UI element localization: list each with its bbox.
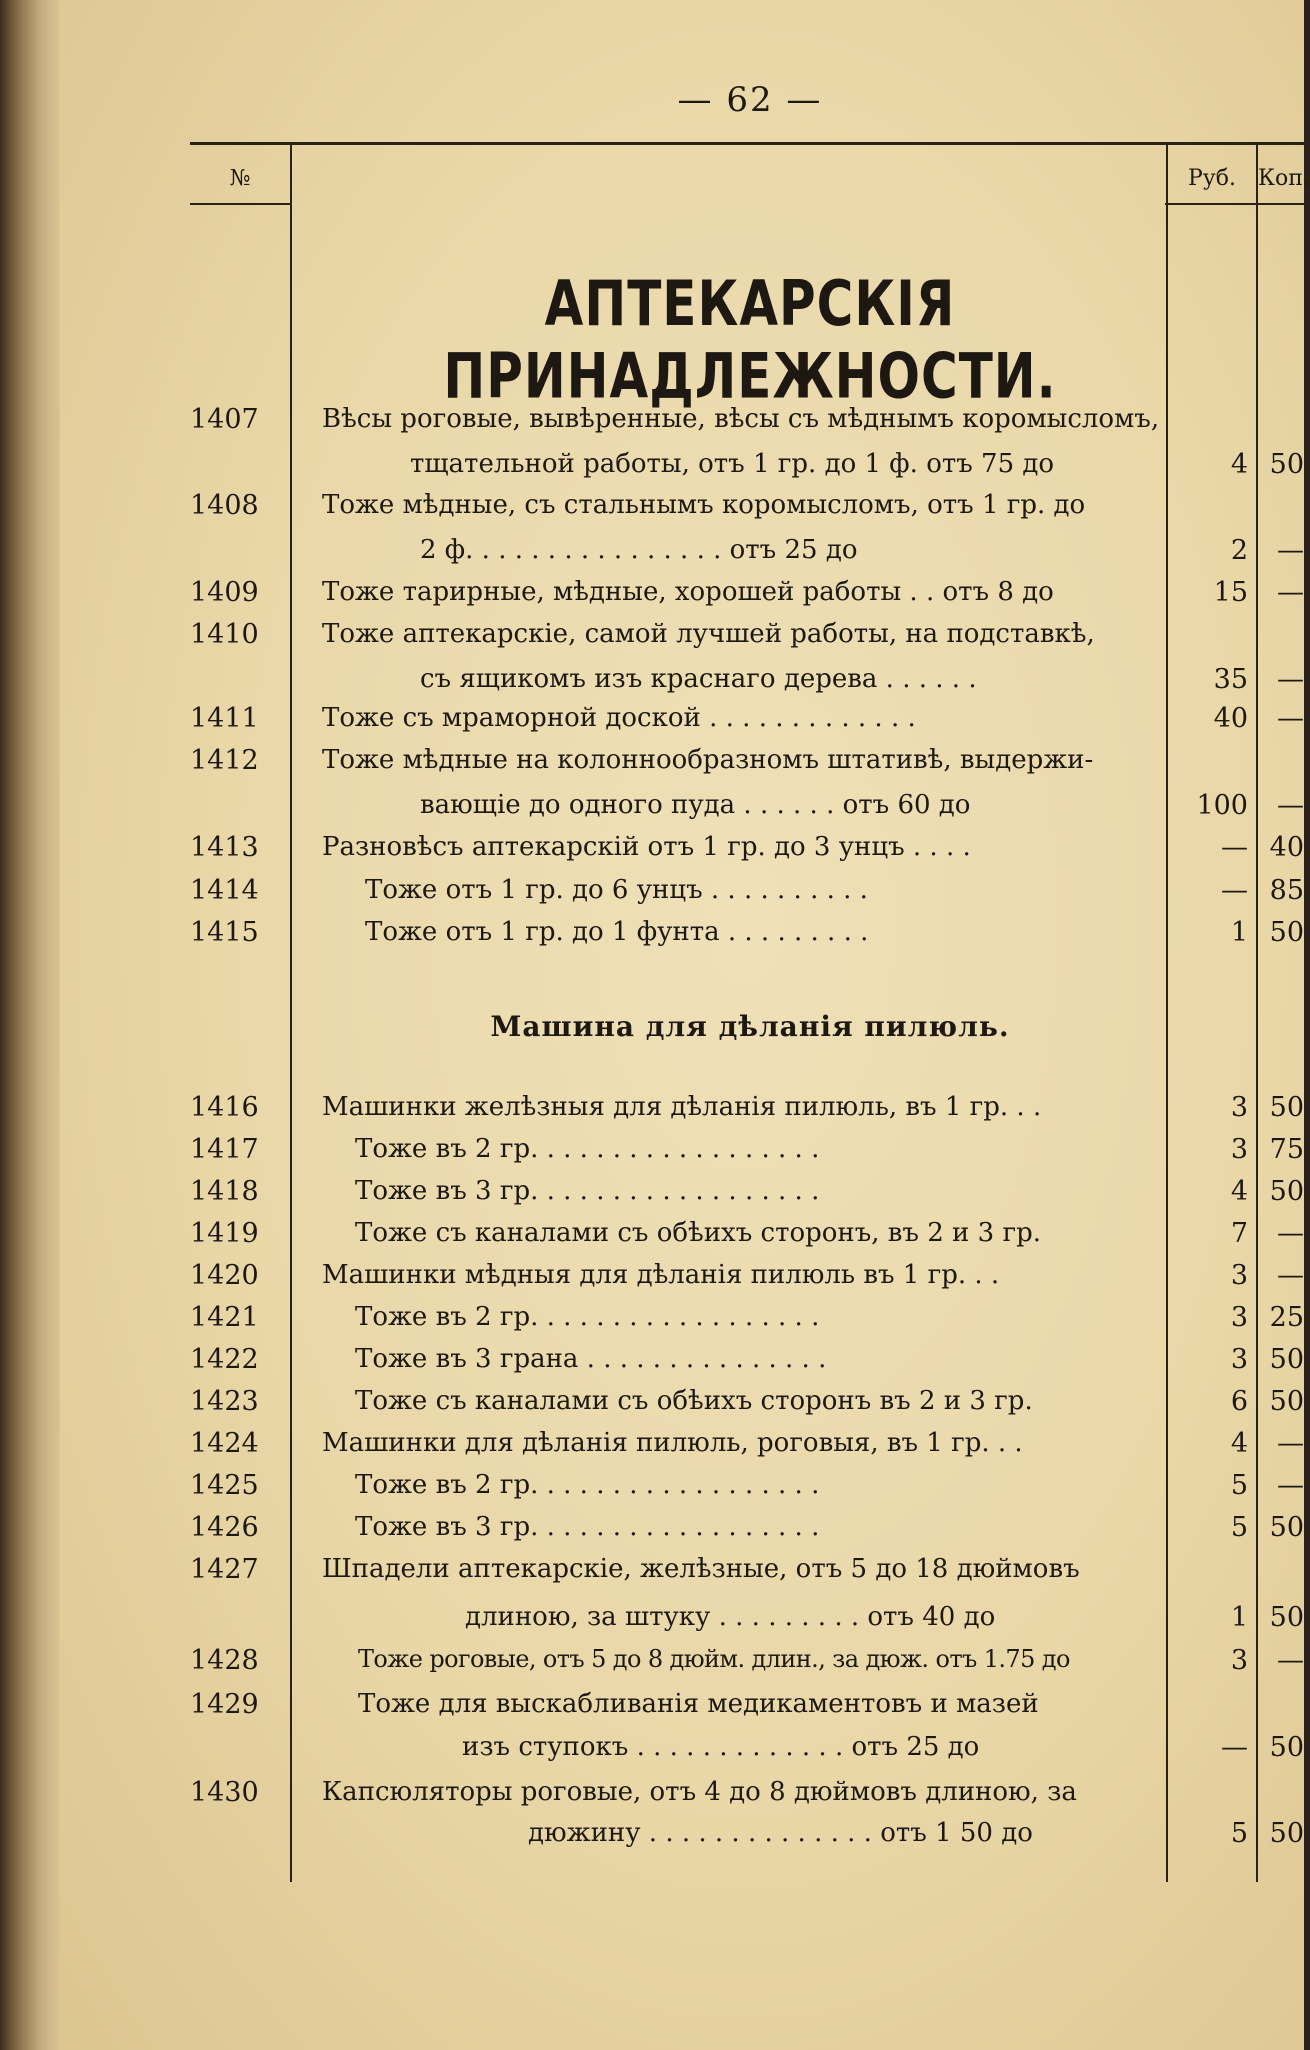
table-row xyxy=(0,449,1304,489)
price-kopecks: 50 xyxy=(1269,1818,1304,1849)
price-kopecks: — xyxy=(1277,535,1304,566)
item-number: 1425 xyxy=(190,1470,259,1501)
price-rubles: — xyxy=(1221,875,1248,906)
item-description: Тоже съ каналами съ обѣихъ сторонъ въ 2 и 3 гр. xyxy=(355,1386,1033,1416)
price-kopecks: — xyxy=(1277,664,1304,695)
price-kopecks: 75 xyxy=(1269,1134,1304,1165)
price-kopecks: — xyxy=(1277,1645,1304,1676)
item-number: 1410 xyxy=(190,619,259,650)
item-number: 1418 xyxy=(190,1176,259,1207)
item-number: 1411 xyxy=(190,703,259,734)
item-description: съ ящикомъ изъ краснаго дерева . . . . . . xyxy=(420,664,977,694)
price-kopecks: 25 xyxy=(1269,1302,1304,1333)
page-number: — 62 — xyxy=(677,80,823,120)
price-kopecks: 40 xyxy=(1269,832,1304,863)
price-rubles: 3 xyxy=(1230,1645,1248,1676)
price-rubles: 40 xyxy=(1213,703,1248,734)
item-description: Тоже отъ 1 гр. до 6 унцъ . . . . . . . . . . xyxy=(365,875,868,905)
table-row xyxy=(0,1428,1304,1468)
item-number: 1423 xyxy=(190,1386,259,1417)
price-rubles: 6 xyxy=(1230,1386,1248,1417)
table-row xyxy=(0,1302,1304,1342)
item-description: Тоже въ 2 гр. . . . . . . . . . . . . . . . . . xyxy=(355,1470,820,1500)
item-number: 1430 xyxy=(190,1777,259,1808)
price-rubles: — xyxy=(1221,832,1248,863)
item-number: 1419 xyxy=(190,1218,259,1249)
item-description: изъ ступокъ . . . . . . . . . . . . . отъ 25 до xyxy=(462,1732,980,1762)
item-number: 1428 xyxy=(190,1645,259,1676)
item-description: 2 ф. . . . . . . . . . . . . . . . отъ 25 до xyxy=(420,535,858,565)
price-kopecks: — xyxy=(1277,577,1304,608)
price-kopecks: — xyxy=(1277,790,1304,821)
price-rubles: 1 xyxy=(1230,917,1248,948)
price-rubles: 3 xyxy=(1230,1260,1248,1291)
price-rubles: 3 xyxy=(1230,1092,1248,1123)
item-description: Вѣсы роговые, вывѣренные, вѣсы съ мѣднымъ коромысломъ, xyxy=(322,404,1160,434)
item-number: 1407 xyxy=(190,404,259,435)
item-number: 1426 xyxy=(190,1512,259,1543)
column-header-kop: Коп. xyxy=(1258,166,1310,191)
item-description: тщательной работы, отъ 1 гр. до 1 ф. отъ 75 до xyxy=(410,449,1055,479)
price-rubles: 5 xyxy=(1230,1470,1248,1501)
table-header-rule-right xyxy=(1165,203,1304,205)
item-description: Тоже въ 3 гр. . . . . . . . . . . . . . . . . . xyxy=(355,1512,820,1542)
price-rubles: 35 xyxy=(1213,664,1248,695)
table-row xyxy=(0,535,1304,575)
item-description: Тоже мѣдные на колоннообразномъ штативѣ, выдержи- xyxy=(322,745,1094,775)
item-number: 1417 xyxy=(190,1134,259,1165)
price-rubles: 4 xyxy=(1230,1176,1248,1207)
item-number: 1413 xyxy=(190,832,259,863)
table-row xyxy=(0,1344,1304,1384)
price-rubles: 1 xyxy=(1230,1602,1248,1633)
item-number: 1424 xyxy=(190,1428,259,1459)
price-kopecks: — xyxy=(1277,1428,1304,1459)
item-number: 1415 xyxy=(190,917,259,948)
table-row xyxy=(0,832,1304,872)
price-kopecks: 50 xyxy=(1269,1512,1304,1543)
table-top-rule xyxy=(190,142,1304,145)
item-number: 1429 xyxy=(190,1689,259,1720)
item-description: Шпадели аптекарскіе, желѣзные, отъ 5 до 18 дюймовъ xyxy=(322,1554,1080,1584)
table-row xyxy=(0,917,1304,957)
price-rubles: 7 xyxy=(1230,1218,1248,1249)
section-title: АПТЕКАРСКІЯ ПРИНАДЛЕЖНОСТИ. xyxy=(443,267,1057,413)
price-kopecks: 50 xyxy=(1269,1386,1304,1417)
price-rubles: 3 xyxy=(1230,1134,1248,1165)
price-kopecks: 50 xyxy=(1269,1176,1304,1207)
price-kopecks: 50 xyxy=(1269,1344,1304,1375)
price-kopecks: 50 xyxy=(1269,1602,1304,1633)
item-description: Машинки для дѣланія пилюль, роговыя, въ 1 гр. . . xyxy=(322,1428,1023,1458)
column-header-rub: Руб. xyxy=(1188,166,1236,191)
table-row xyxy=(0,1645,1304,1685)
price-kopecks: 50 xyxy=(1269,1092,1304,1123)
item-description: Тоже въ 3 грана . . . . . . . . . . . . . . . xyxy=(355,1344,827,1374)
price-kopecks: — xyxy=(1277,1218,1304,1249)
table-row xyxy=(0,1470,1304,1510)
price-rubles: 15 xyxy=(1213,577,1248,608)
item-description: Капсюляторы роговые, отъ 4 до 8 дюймовъ длиною, за xyxy=(322,1777,1077,1807)
table-row xyxy=(0,577,1304,617)
table-row xyxy=(0,1732,1304,1772)
table-row xyxy=(0,1260,1304,1300)
price-kopecks: — xyxy=(1277,703,1304,734)
table-row xyxy=(0,1134,1304,1174)
item-description: Тоже для выскабливанія медикаментовъ и мазей xyxy=(358,1689,1039,1719)
item-description: Машинки желѣзныя для дѣланія пилюль, въ 1 гр. . . xyxy=(322,1092,1042,1122)
table-row xyxy=(0,1689,1304,1729)
item-description: Тоже тарирные, мѣдные, хорошей работы . . отъ 8 до xyxy=(322,577,1054,607)
item-description: Тоже мѣдные, съ стальнымъ коромысломъ, отъ 1 гр. до xyxy=(322,490,1086,520)
price-rubles: 2 xyxy=(1230,535,1248,566)
table-row xyxy=(0,745,1304,785)
item-description: Тоже въ 2 гр. . . . . . . . . . . . . . . . . . xyxy=(355,1134,820,1164)
item-number: 1412 xyxy=(190,745,259,776)
price-rubles: 5 xyxy=(1230,1818,1248,1849)
item-description: дюжину . . . . . . . . . . . . . . отъ 1 50 до xyxy=(528,1818,1033,1848)
price-kopecks: — xyxy=(1277,1260,1304,1291)
item-description: Тоже съ мраморной доской . . . . . . . . . . . . . xyxy=(322,703,916,733)
item-number: 1409 xyxy=(190,577,259,608)
table-row xyxy=(0,1818,1304,1858)
table-row xyxy=(0,404,1304,444)
price-kopecks: 50 xyxy=(1269,917,1304,948)
item-number: 1414 xyxy=(190,875,259,906)
item-description: Тоже съ каналами съ обѣихъ сторонъ, въ 2 и 3 гр. xyxy=(355,1218,1041,1248)
table-row xyxy=(0,1092,1304,1132)
price-rubles: 4 xyxy=(1230,1428,1248,1459)
item-description: длиною, за штуку . . . . . . . . . отъ 40 до xyxy=(465,1602,996,1632)
price-rubles: 3 xyxy=(1230,1302,1248,1333)
item-description: Тоже въ 2 гр. . . . . . . . . . . . . . . . . . xyxy=(355,1302,820,1332)
table-row xyxy=(0,1218,1304,1258)
item-description: Машинки мѣдныя для дѣланія пилюль въ 1 гр. . . xyxy=(322,1260,1000,1290)
price-kopecks: 85 xyxy=(1269,875,1304,906)
price-rubles: 100 xyxy=(1196,790,1248,821)
table-row xyxy=(0,875,1304,915)
item-number: 1422 xyxy=(190,1344,259,1375)
table-row xyxy=(0,1554,1304,1594)
table-row xyxy=(0,1602,1304,1642)
table-row xyxy=(0,790,1304,830)
subsection-title: Машина для дѣланія пилюль. xyxy=(490,1010,1010,1043)
table-row xyxy=(0,1386,1304,1426)
item-description: Тоже аптекарскіе, самой лучшей работы, на подставкѣ, xyxy=(322,619,1095,649)
table-row xyxy=(0,1512,1304,1552)
item-description: Тоже отъ 1 гр. до 1 фунта . . . . . . . . . xyxy=(365,917,869,947)
column-header-num: № xyxy=(229,166,251,191)
item-number: 1421 xyxy=(190,1302,259,1333)
item-description: Тоже въ 3 гр. . . . . . . . . . . . . . . . . . xyxy=(355,1176,820,1206)
item-description: Разновѣсъ аптекарскій отъ 1 гр. до 3 унцъ . . . . xyxy=(322,832,971,862)
item-number: 1408 xyxy=(190,490,259,521)
item-description: вающіе до одного пуда . . . . . . отъ 60 до xyxy=(420,790,971,820)
table-row xyxy=(0,490,1304,530)
price-kopecks: — xyxy=(1277,1470,1304,1501)
table-row xyxy=(0,703,1304,743)
table-row xyxy=(0,1176,1304,1216)
price-rubles: 3 xyxy=(1230,1344,1248,1375)
item-number: 1416 xyxy=(190,1092,259,1123)
item-number: 1427 xyxy=(190,1554,259,1585)
table-row xyxy=(0,1777,1304,1817)
table-row xyxy=(0,664,1304,704)
item-number: 1420 xyxy=(190,1260,259,1291)
price-rubles: 4 xyxy=(1230,449,1248,480)
table-row xyxy=(0,619,1304,659)
price-rubles: 5 xyxy=(1230,1512,1248,1543)
table-header-rule xyxy=(190,203,290,205)
item-description: Тоже роговые, отъ 5 до 8 дюйм. длин., за дюж. отъ 1.75 до xyxy=(358,1645,1070,1673)
price-kopecks: 50 xyxy=(1269,449,1304,480)
price-rubles: — xyxy=(1221,1732,1248,1763)
price-kopecks: 50 xyxy=(1269,1732,1304,1763)
